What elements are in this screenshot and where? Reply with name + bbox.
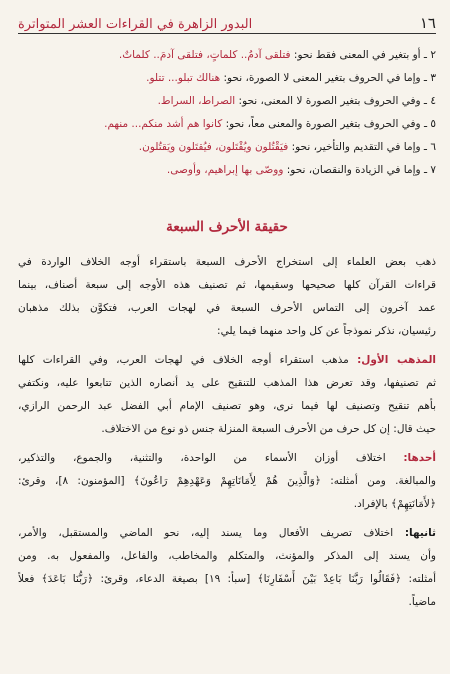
page-header [18,6,436,32]
running-title: البدور الزاهرة في القراءات العشر المتواترة [18,17,253,32]
first-school-line: ثم تصنيفها، وقد تعرض هذا المذهب للتنقيح على يد أنصاره الذين تتابعوا عليه، ونكتفي [18,377,436,389]
first-school-line: المذهب الأول: مذهب استقراء أوجه الخلاف في لهجات العرب، وفي القراءات كلها [18,354,436,366]
header-rule [18,33,436,34]
first-school-label: المذهب الأول: [357,354,436,366]
first-school-line: حيث قال: إن كل حرف من الأحرف السبعة المنزلة جنس ذو نوع من الاختلاف. [101,423,436,435]
list-item: ٥ ـ وفي الحروف بتغير الصورة والمعنى معاً، نحو: كانوا هم أشد منكم... منهم. [104,118,436,130]
second-type-line: وأن يسند إلى المذكر والمؤنث، والمتكلم والمخاطب، والفاعل، والمفعول به. ومن [18,550,436,562]
second-type-line: ماضياً. [408,596,436,608]
first-school-line: بأهم تنقيح وتصنيف لها فيما نرى، وهو تصنيف الإمام أبي الفضل عبد الرحمن الرازي، [18,400,436,412]
first-type-line: والمبالغة. ومن أمثلته: ﴿وَالَّذِينَ هُمْ لِأَمَانَاتِهِمْ وَعَهْدِهِمْ رَاعُونَ﴾ [المؤمنون: ٨]، وقرئ: [18,475,436,487]
list-item: ٤ ـ وفي الحروف بتغير الصورة لا المعنى، نحو: الصراط، السراط. [157,95,436,107]
list-item: ٦ ـ وإما في التقديم والتأخير، نحو: فيَقْتُلون ويُقْتَلون، فيُقتَلون ويَقتُلون. [138,141,436,153]
intro-line: عمد آخرون إلى التماس الأحرف السبعة في لهجات العرب، فتكوَّن بذلك مذهبان [18,302,436,314]
second-type-label: ثانيها: [404,527,436,539]
page-number: ١٦ [419,14,436,32]
list-item: ٣ ـ وإما في الحروف بتغير المعنى لا الصورة، نحو: هنالك تبلو... تتلو. [146,72,436,84]
list-item: ٧ ـ وإما في الزيادة والنقصان، نحو: ووصّى بها إبراهيم، وأوصى. [166,164,436,176]
intro-line: قراءات القرآن كلها صحيحها وسقيمها، ثم تصنيف هذه الأوجه إلى سبعة أصناف، بينما [18,279,436,291]
second-type-line: أمثلته: ﴿فَقَالُوا رَبَّنَا بَاعِدْ بَيْنَ أَسْفَارِنَا﴾ [سبأ: ١٩] بصيغة الدعاء، وقرئ: ﴿رَبُّنَا بَاعَدَ﴾ فعلاً [18,573,436,585]
first-type-line: أحدها: اختلاف أوزان الأسماء من الواحدة، والتثنية، والجموع، والتذكير، [18,452,436,464]
page-content [18,44,436,614]
intro-line: رئيسيان، نذكر نموذجاً عن كل واحد منهما فيما يلي: [217,325,436,337]
intro-line: ذهب بعض العلماء إلى استخراج الأحرف السبعة باستقراء أوجه الخلاف الواردة في [18,256,436,268]
first-type-line: ﴿لأَمَانَتِهِمْ﴾ بالإفراد. [353,498,436,510]
second-type-line: ثانيها: اختلاف تصريف الأفعال وما يسند إليه، نحو الماضي والمستقبل، والأمر، [18,527,436,539]
first-type-label: أحدها: [403,452,436,464]
list-item: ٢ ـ أو بتغير في المعنى فقط نحو: فتلقى آدمُ.. كلماتٍ، فتلقى آدمَ.. كلماتٌ. [118,49,436,61]
section-title: حقيقة الأحرف السبعة [166,219,288,235]
